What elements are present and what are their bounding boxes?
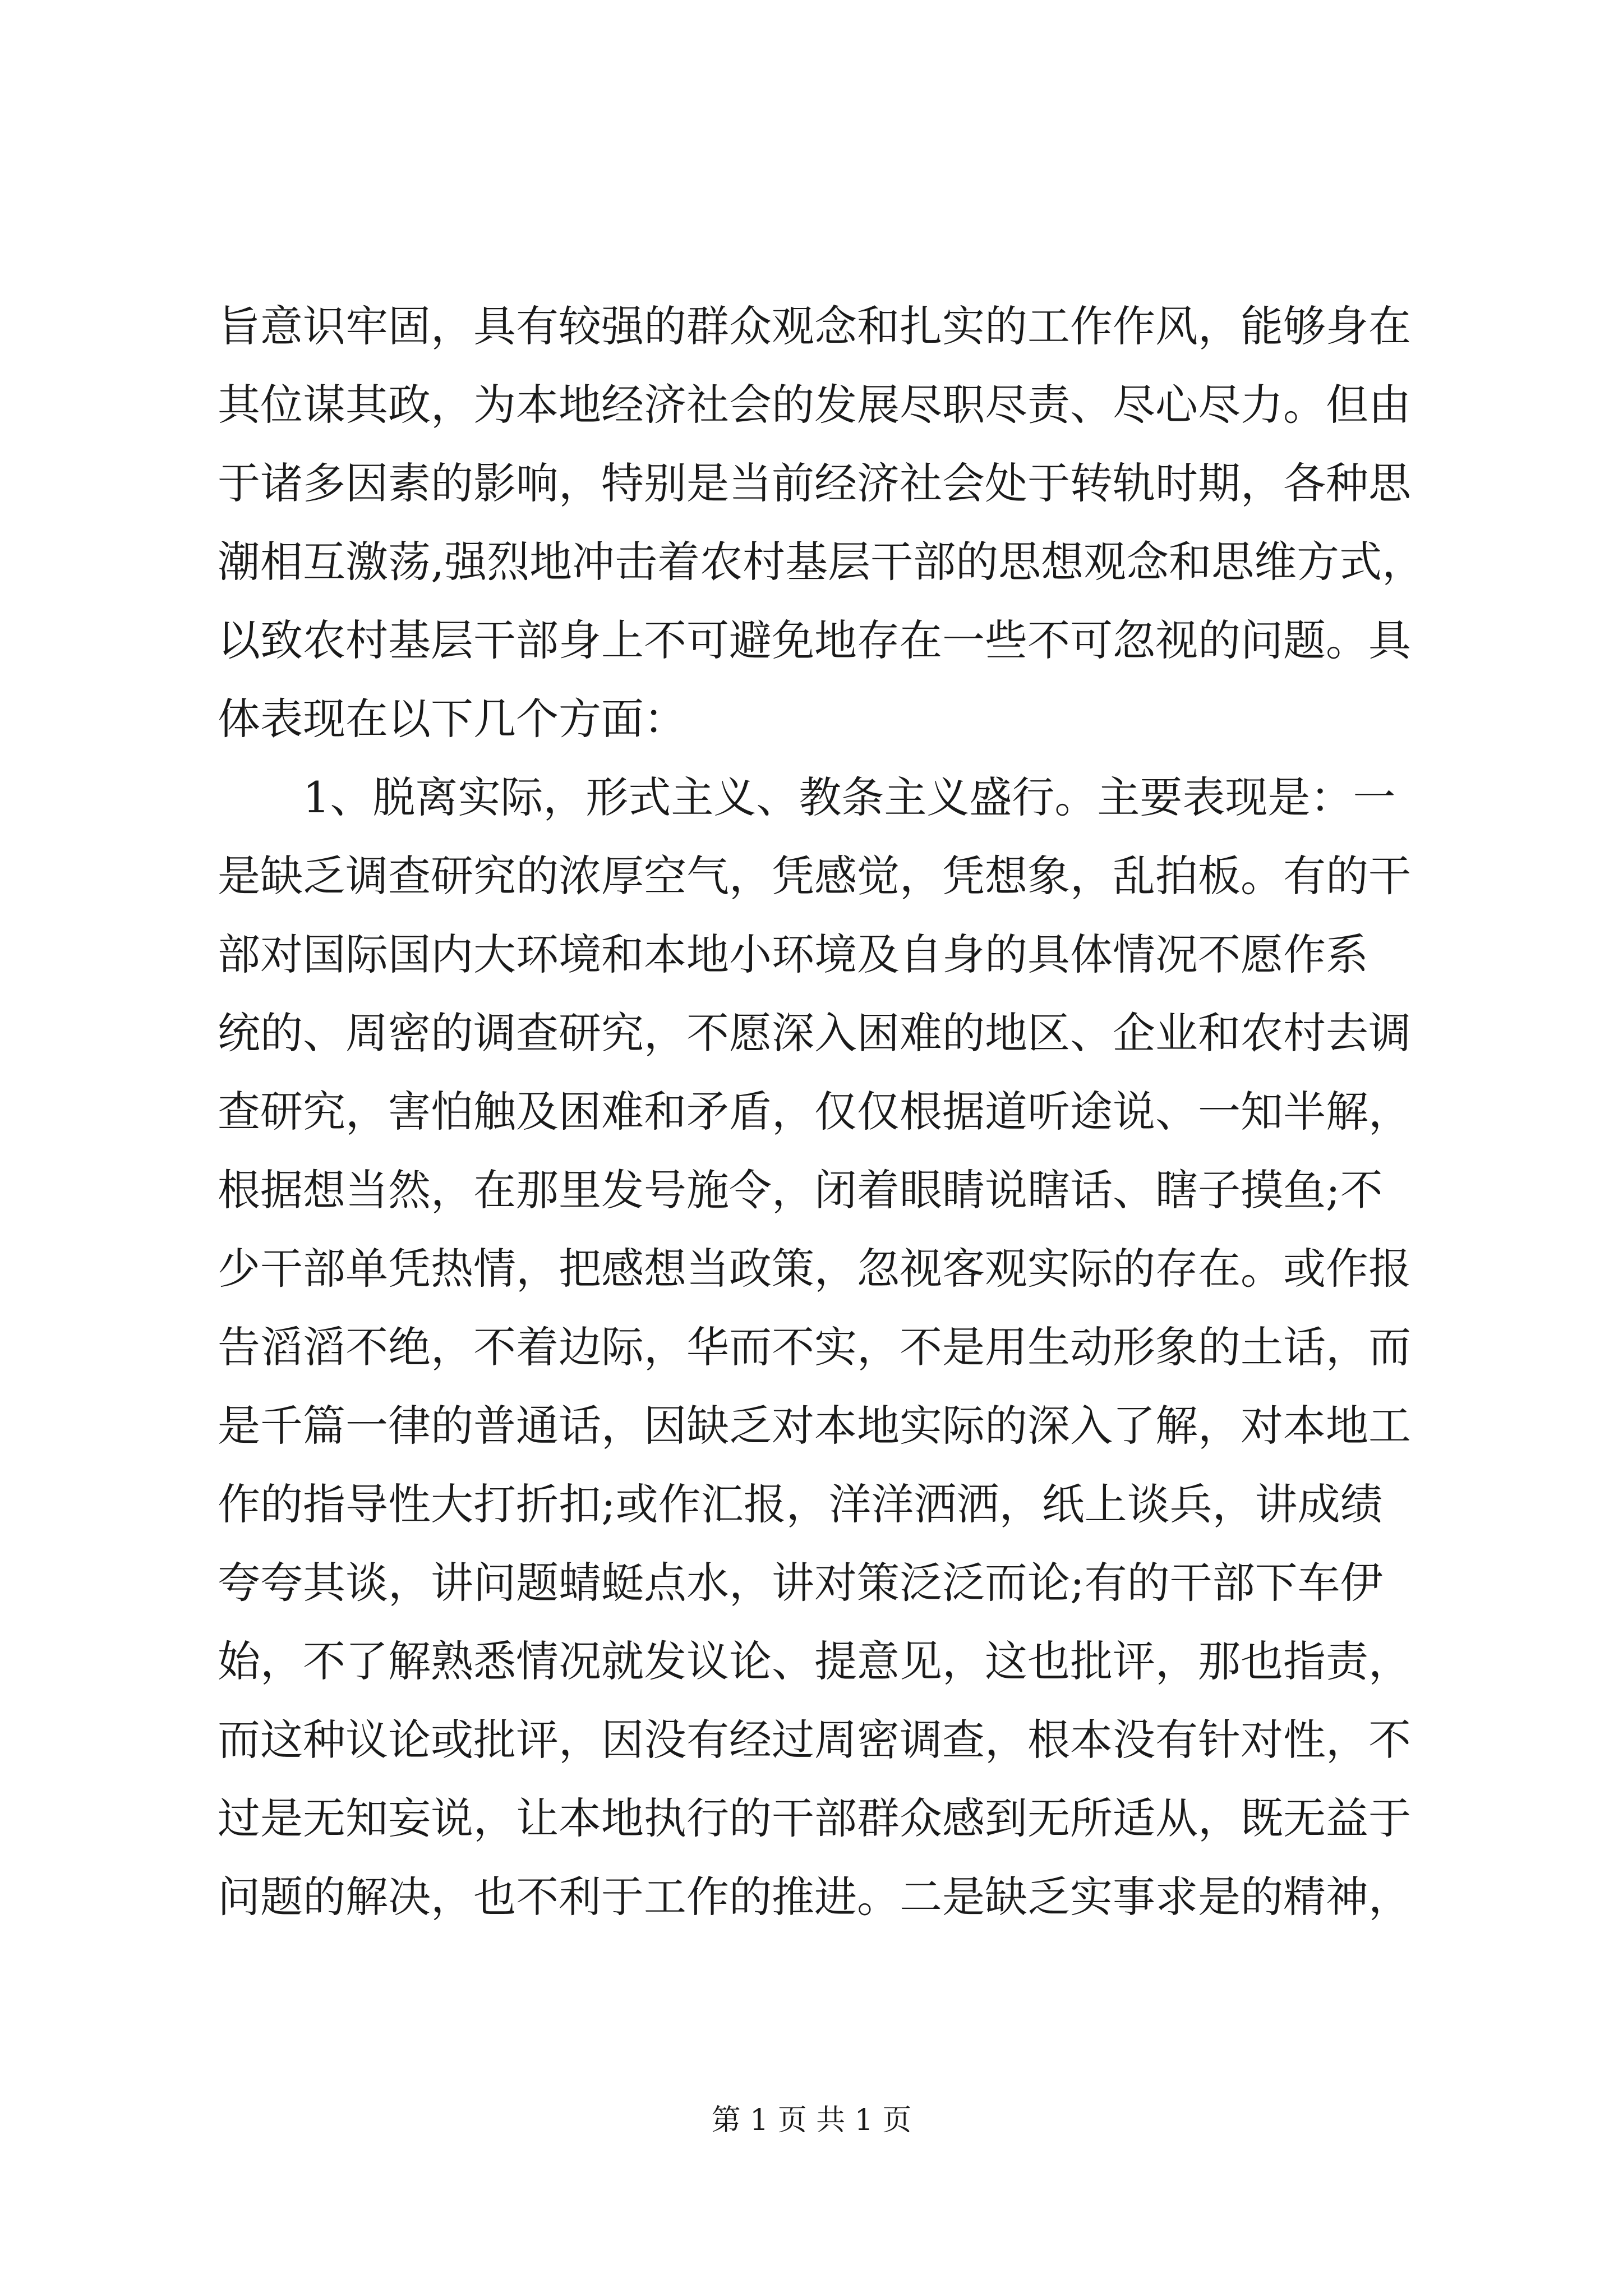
paragraph-start-line: 1、脱离实际，形式主义、教条主义盛行。主要表现是：一: [303, 772, 1396, 822]
text-line: 始，不了解熟悉情况就发议论、提意见，这也批评，那也指责，: [218, 1636, 1411, 1686]
text-line: 告滔滔不绝，不着边际，华而不实，不是用生动形象的土话，而: [218, 1322, 1411, 1372]
text-line: 体表现在以下几个方面：: [218, 694, 686, 744]
text-line: 问题的解决，也不利于工作的推进。二是缺乏实事求是的精神，: [218, 1872, 1411, 1922]
text-line: 夸夸其谈，讲问题蜻蜓点水，讲对策泛泛而论;有的干部下车伊: [218, 1558, 1383, 1608]
body-text: [218, 287, 1425, 1936]
text-line: 是千篇一律的普通话，因缺乏对本地实际的深入了解，对本地工: [218, 1401, 1411, 1451]
text-line: 根据想当然，在那里发号施令，闭着眼睛说瞎话、瞎子摸鱼;不: [218, 1165, 1383, 1215]
text-line: 统的、周密的调查研究，不愿深入困难的地区、企业和农村去调: [218, 1008, 1411, 1058]
text-line: 其位谋其政，为本地经济社会的发展尽职尽责、尽心尽力。但由: [218, 380, 1411, 430]
text-line: 查研究，害怕触及困难和矛盾，仅仅根据道听途说、一知半解，: [218, 1087, 1411, 1137]
text-line: 少干部单凭热情，把感想当政策，忽视客观实际的存在。或作报: [218, 1244, 1411, 1294]
text-line: 以致农村基层干部身上不可避免地存在一些不可忽视的问题。具: [218, 615, 1411, 665]
text-line: 过是无知妄说，让本地执行的干部群众感到无所适从，既无益于: [218, 1793, 1411, 1843]
text-line: 潮相互激荡,强烈地冲击着农村基层干部的思想观念和思维方式，: [218, 537, 1425, 587]
text-line: 是缺乏调查研究的浓厚空气，凭感觉，凭想象，乱拍板。有的干: [218, 851, 1411, 901]
text-line: 旨意识牢固，具有较强的群众观念和扎实的工作作风，能够身在: [218, 301, 1411, 351]
text-line: 而这种议论或批评，因没有经过周密调查，根本没有针对性，不: [218, 1715, 1411, 1765]
text-line: 部对国际国内大环境和本地小环境及自身的具体情况不愿作系: [218, 930, 1368, 979]
text-line: 作的指导性大打折扣;或作汇报，洋洋洒洒，纸上谈兵，讲成绩: [218, 1479, 1383, 1529]
text-line: 于诸多因素的影响，特别是当前经济社会处于转轨时期，各种思: [218, 458, 1411, 508]
page-footer: [0, 2098, 1623, 2143]
page-number-label: 第 1 页 共 1 页: [711, 2104, 912, 2137]
